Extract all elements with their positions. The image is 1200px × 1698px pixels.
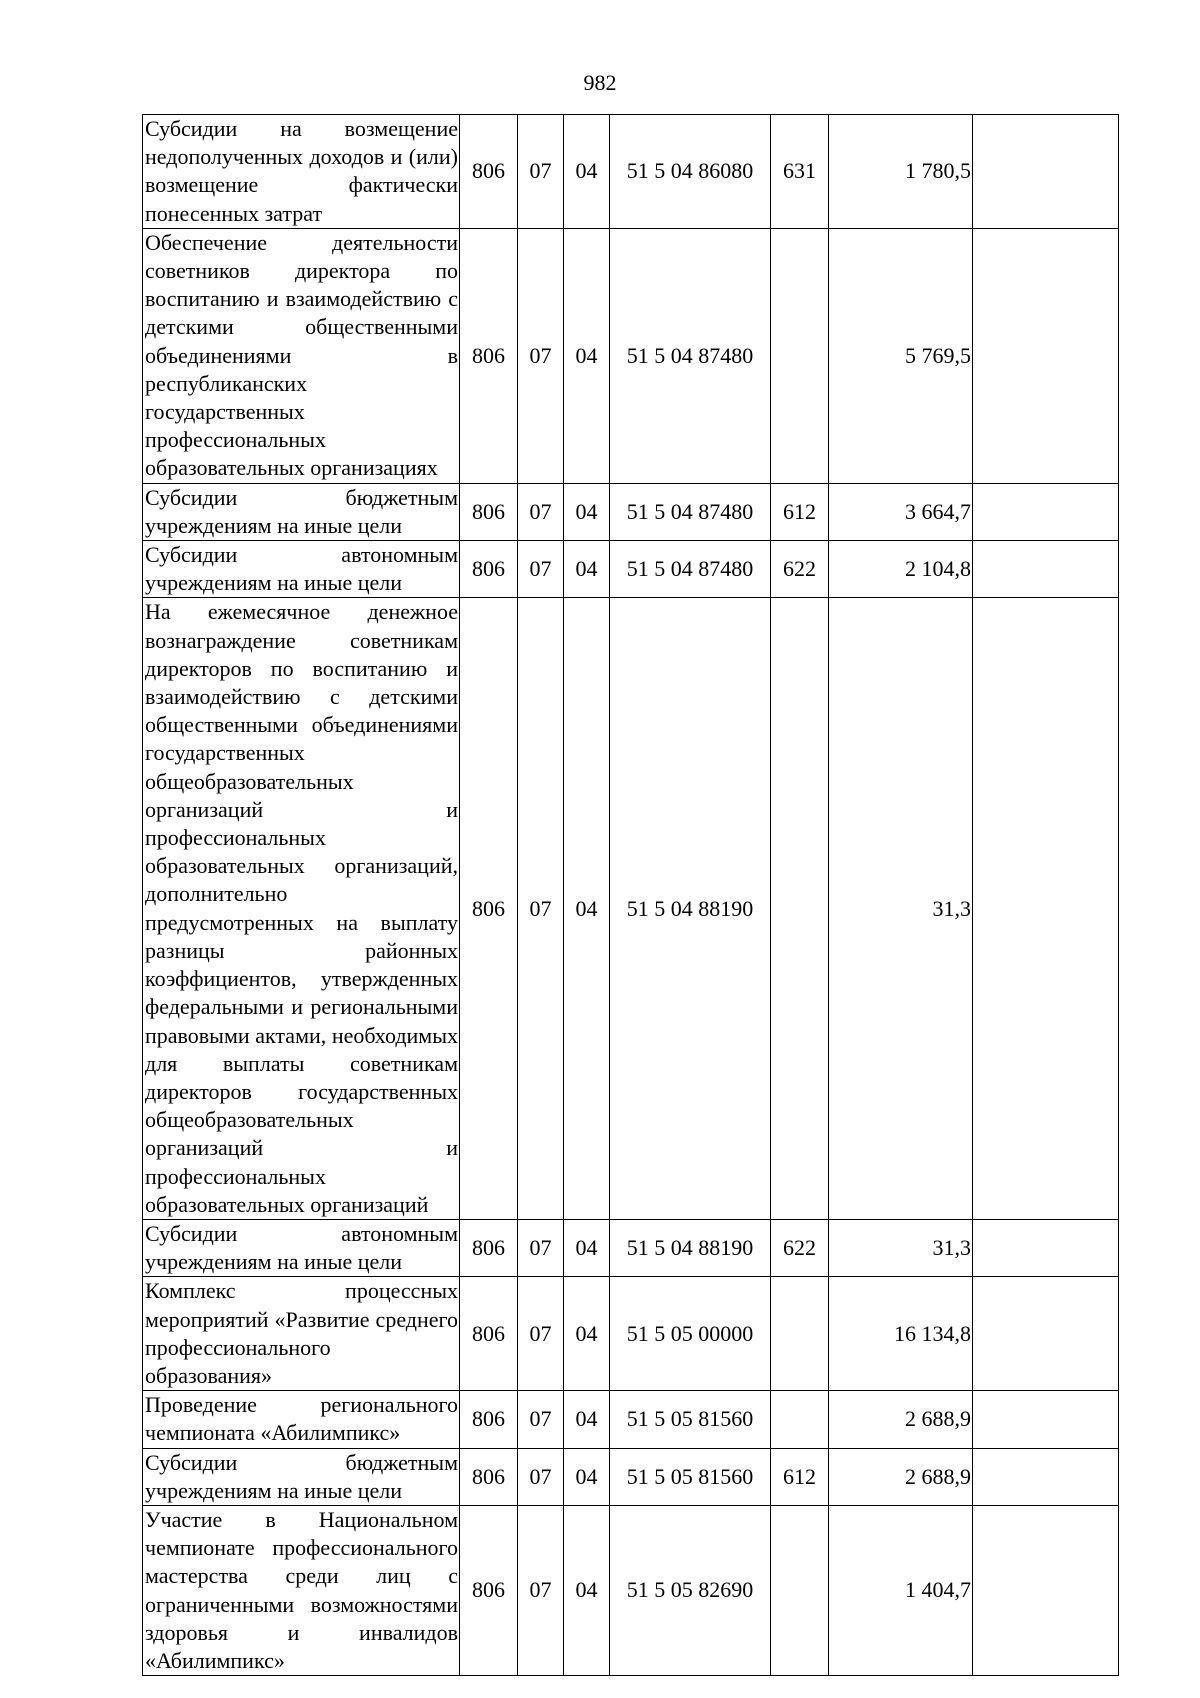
- table-row: [143, 483, 1119, 540]
- subsection-code-cell: 04: [564, 228, 610, 483]
- expense-type-cell: [771, 1505, 829, 1675]
- expense-type-cell: [771, 1391, 829, 1448]
- expense-type-cell: 622: [771, 541, 829, 598]
- amount-cell: 2 688,9: [829, 1448, 973, 1505]
- section-code-cell: 07: [518, 1505, 564, 1675]
- expense-type-cell: [771, 598, 829, 1219]
- section-code-cell: 07: [518, 541, 564, 598]
- amount-cell: 31,3: [829, 1219, 973, 1276]
- amount-cell: 2 104,8: [829, 541, 973, 598]
- subsection-code-cell: 04: [564, 1391, 610, 1448]
- row-name-cell: Субсидии бюджетным учреждениям на иные цели: [143, 483, 460, 540]
- ministry-code-cell: 806: [460, 1219, 518, 1276]
- row-name-cell: Проведение регионального чемпионата «Абилимпикс»: [143, 1391, 460, 1448]
- ministry-code-cell: 806: [460, 1448, 518, 1505]
- extra-amount-cell: [973, 483, 1119, 540]
- target-article-cell: 51 5 04 88190: [610, 598, 771, 1219]
- row-name-cell: Субсидии бюджетным учреждениям на иные цели: [143, 1448, 460, 1505]
- target-article-cell: 51 5 05 00000: [610, 1277, 771, 1391]
- table-row: [143, 598, 1119, 1219]
- subsection-code-cell: 04: [564, 1505, 610, 1675]
- expense-type-cell: 631: [771, 115, 829, 229]
- section-code-cell: 07: [518, 228, 564, 483]
- amount-cell: 31,3: [829, 598, 973, 1219]
- table-row: [143, 1219, 1119, 1276]
- row-name-cell: На ежемесячное денежное вознаграждение советникам директоров по воспитанию и взаимодействию с детскими общественными объединениями государственных общеобразовательных организаций и профессиональных образовательных организаций, дополнительно предусмотренных на выплату разницы районных коэффициентов, утвержденных федеральными и региональными правовыми актами, необходимых для выплаты советникам директоров государственных общеобразовательных организаций и профессиональных образовательных организаций: [143, 598, 460, 1219]
- target-article-cell: 51 5 04 87480: [610, 228, 771, 483]
- section-code-cell: 07: [518, 1448, 564, 1505]
- table-row: [143, 1448, 1119, 1505]
- section-code-cell: 07: [518, 1219, 564, 1276]
- extra-amount-cell: [973, 1219, 1119, 1276]
- section-code-cell: 07: [518, 1391, 564, 1448]
- target-article-cell: 51 5 04 88190: [610, 1219, 771, 1276]
- expense-type-cell: [771, 228, 829, 483]
- subsection-code-cell: 04: [564, 1448, 610, 1505]
- extra-amount-cell: [973, 1505, 1119, 1675]
- row-name-cell: Субсидии автономным учреждениям на иные цели: [143, 1219, 460, 1276]
- subsection-code-cell: 04: [564, 1219, 610, 1276]
- ministry-code-cell: 806: [460, 1505, 518, 1675]
- expense-type-cell: 612: [771, 483, 829, 540]
- target-article-cell: 51 5 04 87480: [610, 541, 771, 598]
- table-row: [143, 228, 1119, 483]
- row-name-cell: Субсидии автономным учреждениям на иные цели: [143, 541, 460, 598]
- row-name-cell: Участие в Национальном чемпионате профессионального мастерства среди лиц с ограниченными возможностями здоровья и инвалидов «Абилимпикс»: [143, 1505, 460, 1675]
- ministry-code-cell: 806: [460, 1277, 518, 1391]
- ministry-code-cell: 806: [460, 228, 518, 483]
- budget-table: [142, 114, 1119, 1676]
- extra-amount-cell: [973, 228, 1119, 483]
- target-article-cell: 51 5 05 82690: [610, 1505, 771, 1675]
- target-article-cell: 51 5 04 87480: [610, 483, 771, 540]
- target-article-cell: 51 5 04 86080: [610, 115, 771, 229]
- subsection-code-cell: 04: [564, 115, 610, 229]
- subsection-code-cell: 04: [564, 1277, 610, 1391]
- extra-amount-cell: [973, 1277, 1119, 1391]
- expense-type-cell: 612: [771, 1448, 829, 1505]
- extra-amount-cell: [973, 598, 1119, 1219]
- extra-amount-cell: [973, 115, 1119, 229]
- table-row: [143, 541, 1119, 598]
- section-code-cell: 07: [518, 1277, 564, 1391]
- row-name-cell: Обеспечение деятельности советников директора по воспитанию и взаимодействию с детскими общественными объединениями в республиканских государственных профессиональных образовательных организациях: [143, 228, 460, 483]
- table-row: [143, 1391, 1119, 1448]
- expense-type-cell: 622: [771, 1219, 829, 1276]
- table-row: [143, 115, 1119, 229]
- row-name-cell: Субсидии на возмещение недополученных доходов и (или) возмещение фактически понесенных затрат: [143, 115, 460, 229]
- subsection-code-cell: 04: [564, 598, 610, 1219]
- expense-type-cell: [771, 1277, 829, 1391]
- table-row: [143, 1277, 1119, 1391]
- section-code-cell: 07: [518, 115, 564, 229]
- section-code-cell: 07: [518, 483, 564, 540]
- subsection-code-cell: 04: [564, 483, 610, 540]
- page-number: 982: [583, 70, 617, 95]
- subsection-code-cell: 04: [564, 541, 610, 598]
- amount-cell: 3 664,7: [829, 483, 973, 540]
- amount-cell: 2 688,9: [829, 1391, 973, 1448]
- amount-cell: 1 780,5: [829, 115, 973, 229]
- ministry-code-cell: 806: [460, 483, 518, 540]
- ministry-code-cell: 806: [460, 541, 518, 598]
- section-code-cell: 07: [518, 598, 564, 1219]
- extra-amount-cell: [973, 1391, 1119, 1448]
- row-name-cell: Комплекс процессных мероприятий «Развитие среднего профессионального образования»: [143, 1277, 460, 1391]
- ministry-code-cell: 806: [460, 1391, 518, 1448]
- target-article-cell: 51 5 05 81560: [610, 1448, 771, 1505]
- amount-cell: 5 769,5: [829, 228, 973, 483]
- table-row: [143, 1505, 1119, 1675]
- amount-cell: 16 134,8: [829, 1277, 973, 1391]
- ministry-code-cell: 806: [460, 115, 518, 229]
- table-body: [143, 115, 1119, 1676]
- amount-cell: 1 404,7: [829, 1505, 973, 1675]
- extra-amount-cell: [973, 541, 1119, 598]
- ministry-code-cell: 806: [460, 598, 518, 1219]
- extra-amount-cell: [973, 1448, 1119, 1505]
- target-article-cell: 51 5 05 81560: [610, 1391, 771, 1448]
